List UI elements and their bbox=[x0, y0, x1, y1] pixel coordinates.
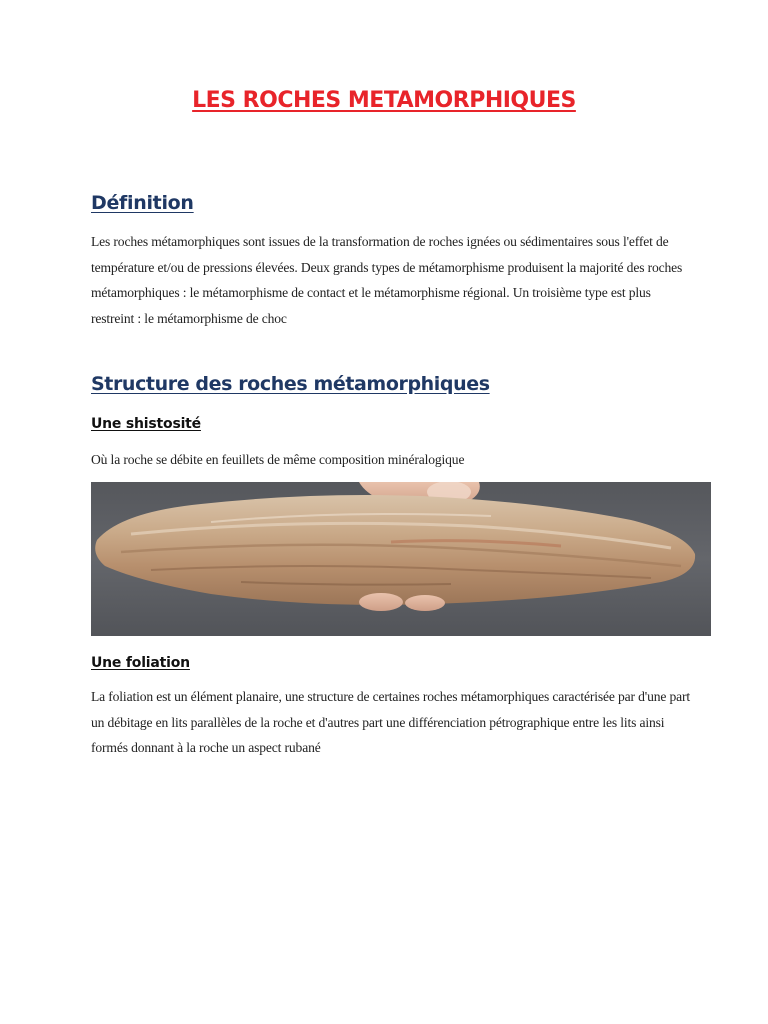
foliation-heading: Une foliation bbox=[91, 655, 190, 671]
definition-paragraph: Les roches métamorphiques sont issues de la transformation de roches ignées ou sédimentaires sous l'effet de température et/ou de pressions élevées. Deux grands types de métamorphisme produisent la majorité des roches métamorphiques : le métamorphisme de contact et le métamorphisme régional. Un troisième type est plus restreint : le métamorphisme de choc bbox=[91, 234, 683, 326]
foliation-paragraph: La foliation est un élément planaire, une structure de certaines roches métamorphiques caractérisée par d'une part un débitage en lits parallèles de la roche et d'autres part une différenciation pétrographique entre les lits ainsi formés donnant à la roche un aspect rubané bbox=[91, 689, 691, 755]
structure-heading: Structure des roches métamorphiques bbox=[91, 373, 490, 395]
schist-rock-photo bbox=[91, 482, 711, 636]
schistosity-paragraph: Où la roche se débite en feuillets de même composition minéralogique bbox=[91, 452, 465, 467]
document-title: LES ROCHES METAMORPHIQUES bbox=[192, 88, 576, 113]
schistosity-heading: Une shistosité bbox=[91, 416, 201, 432]
rock-in-hand-image bbox=[91, 482, 711, 636]
finger-bottom-1 bbox=[359, 593, 403, 611]
finger-bottom-2 bbox=[405, 595, 445, 611]
definition-heading: Définition bbox=[91, 192, 194, 214]
